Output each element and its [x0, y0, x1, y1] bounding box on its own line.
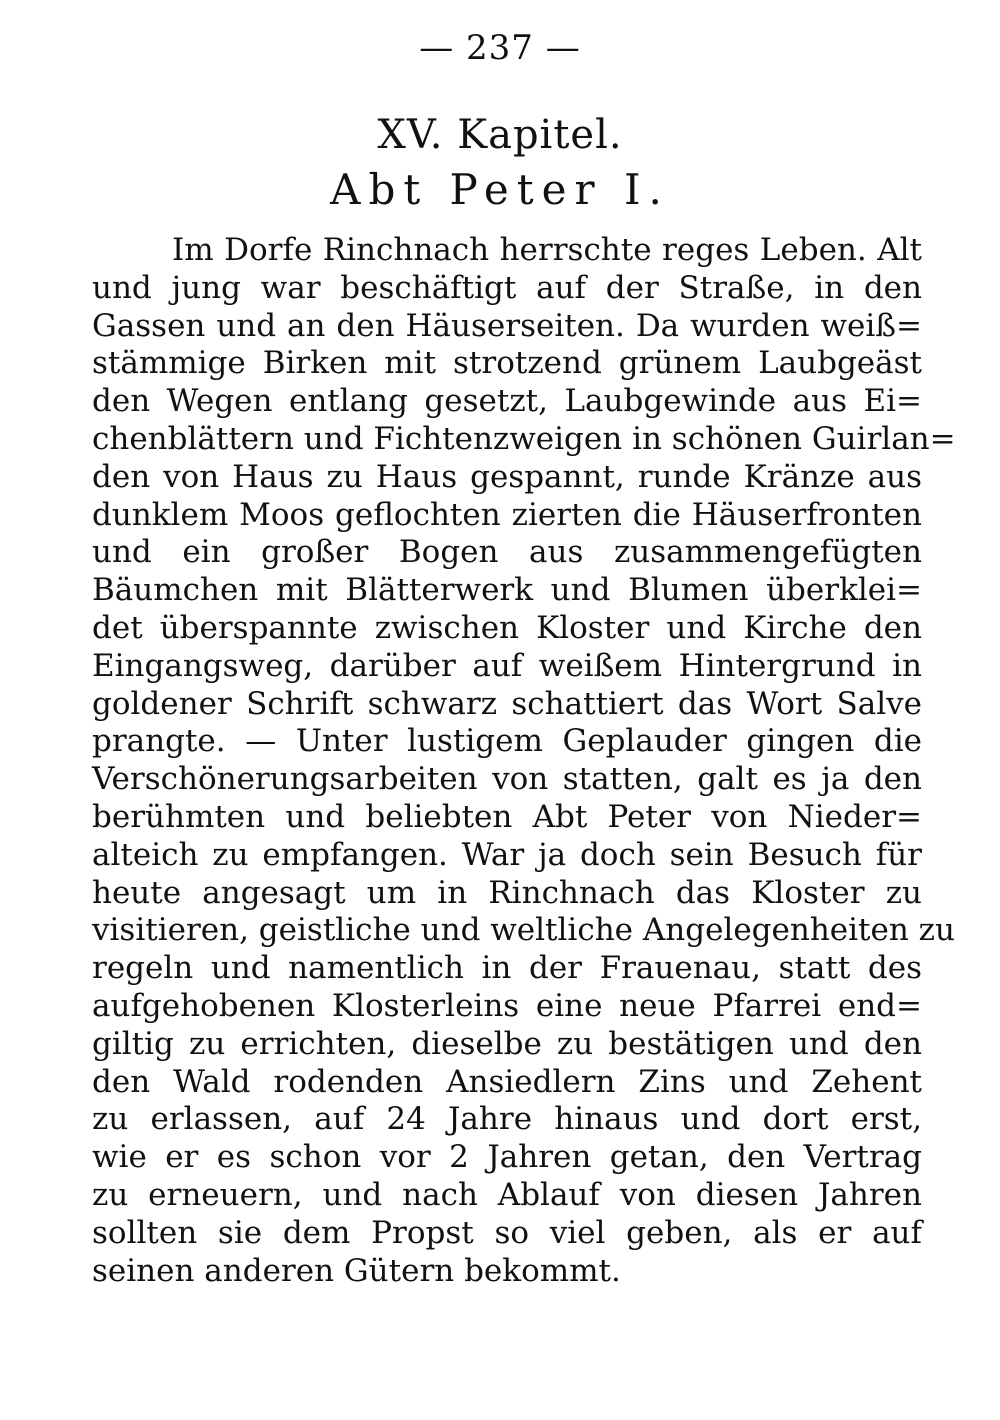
text-line: den von Haus zu Haus gespannt, runde Kränze aus: [92, 458, 922, 495]
text-line: Gassen und an den Häuserseiten. Da wurden weiß=: [92, 307, 922, 344]
text-line: stämmige Birken mit strotzend grünem Laubgeäst: [92, 345, 922, 382]
text-line: Bäumchen mit Blätterwerk und Blumen überklei=: [92, 572, 922, 609]
text-line: Eingangsweg, darüber auf weißem Hintergrund in: [92, 647, 922, 684]
text-line: aufgehobenen Klosterleins eine neue Pfarrei end=: [92, 987, 922, 1024]
text-line: seinen anderen Gütern bekommt.: [92, 1252, 621, 1289]
text-line: giltig zu errichten, dieselbe zu bestätigen und den: [92, 1025, 922, 1062]
text-line: und jung war beschäftigt auf der Straße, in den: [92, 269, 922, 306]
text-line: det überspannte zwischen Kloster und Kirche den: [92, 609, 922, 646]
text-line: und ein großer Bogen aus zusammengefügten: [92, 534, 922, 571]
text-line: den Wegen entlang gesetzt, Laubgewinde aus Ei=: [92, 383, 922, 420]
text-line: chenblättern und Fichtenzweigen in schönen Guirlan=: [92, 420, 956, 457]
page-number: — 237 —: [419, 28, 581, 68]
text-line: Verschönerungsarbeiten von statten, galt es ja den: [92, 761, 922, 798]
text-line: alteich zu empfangen. War ja doch sein Besuch für: [92, 836, 922, 873]
text-line: prangte. — Unter lustigem Geplauder gingen die: [92, 723, 922, 760]
text-line: sollten sie dem Propst so viel geben, als er auf: [92, 1214, 922, 1251]
text-line: Im Dorfe Rinchnach herrschte reges Leben. Alt: [172, 232, 922, 268]
text-line: dunklem Moos geflochten zierten die Häuserfronten: [92, 496, 922, 533]
chapter-title: Abt Peter I.: [330, 165, 670, 214]
text-line: goldener Schrift schwarz schattiert das Wort Salve: [92, 685, 922, 722]
text-line: visitieren, geistliche und weltliche Angelegenheiten zu: [92, 912, 955, 949]
text-line: zu erneuern, und nach Ablauf von diesen Jahren: [92, 1176, 922, 1213]
body-paragraph: [92, 232, 956, 1290]
text-line: wie er es schon vor 2 Jahren getan, den Vertrag: [92, 1139, 922, 1176]
text-line: berühmten und beliebten Abt Peter von Nieder=: [92, 798, 922, 835]
text-line: regeln und namentlich in der Frauenau, statt des: [92, 950, 922, 987]
chapter-heading: XV. Kapitel.: [377, 112, 623, 158]
text-line: zu erlassen, auf 24 Jahre hinaus und dort erst,: [92, 1101, 922, 1138]
text-line: den Wald rodenden Ansiedlern Zins und Zehent: [92, 1063, 922, 1100]
text-line: heute angesagt um in Rinchnach das Kloster zu: [92, 874, 922, 911]
